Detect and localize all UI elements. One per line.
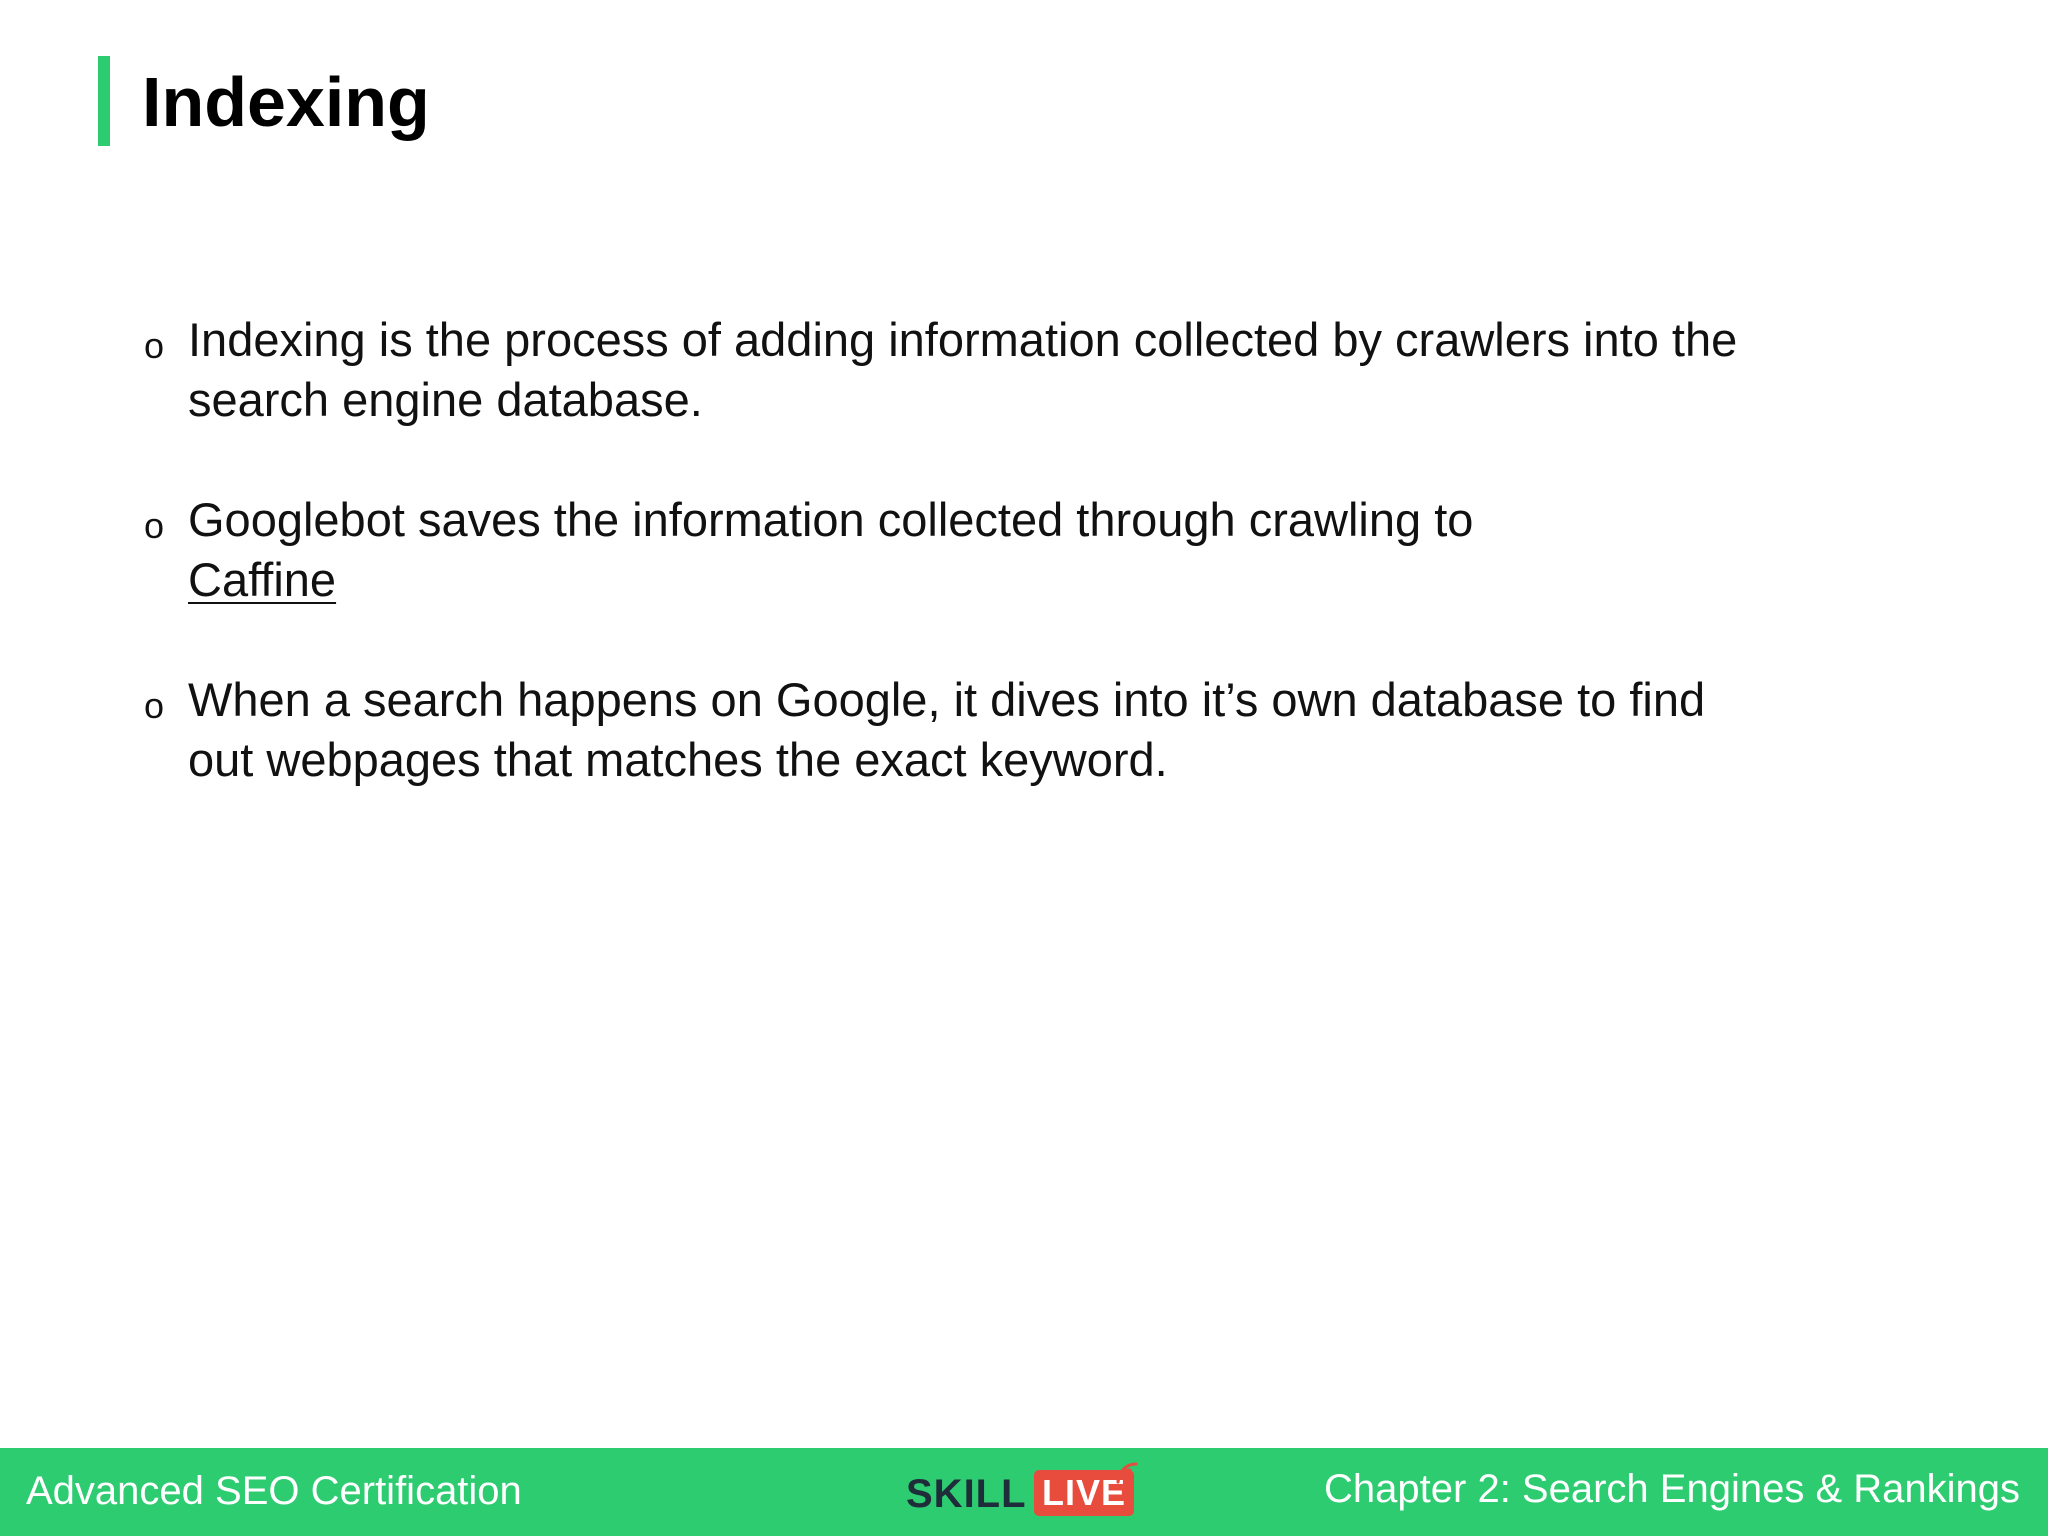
bullet-marker: o [144, 505, 165, 546]
bullet-list [140, 310, 1760, 850]
logo-word-live: LIVE [1034, 1470, 1134, 1516]
slide-title: Indexing [142, 63, 430, 141]
footer-bar [0, 1448, 2048, 1536]
caffine-link[interactable]: Caffine [188, 553, 337, 606]
chapter-name: Chapter 2: Search Engines & Rankings [1324, 1467, 2020, 1511]
bullet-text: When a search happens on Google, it dives into it’s own database to find out webpages that matches the exact keyword. [188, 673, 1706, 786]
skill-live-logo [906, 1462, 1146, 1522]
bullet-text: Googlebot saves the information collected through crawling to [188, 493, 1474, 546]
bullet-item [140, 490, 1760, 610]
bullet-marker: o [144, 685, 165, 726]
logo-word-skill: SKILL [906, 1472, 1027, 1516]
bullet-item [140, 670, 1760, 790]
bullet-text: Indexing is the process of adding information collected by crawlers into the search engine database. [188, 313, 1738, 426]
signal-waves-icon [1114, 1458, 1142, 1486]
title-accent-bar [98, 56, 110, 146]
course-name: Advanced SEO Certification [26, 1469, 522, 1513]
bullet-marker: o [144, 325, 165, 366]
bullet-item [140, 310, 1760, 430]
